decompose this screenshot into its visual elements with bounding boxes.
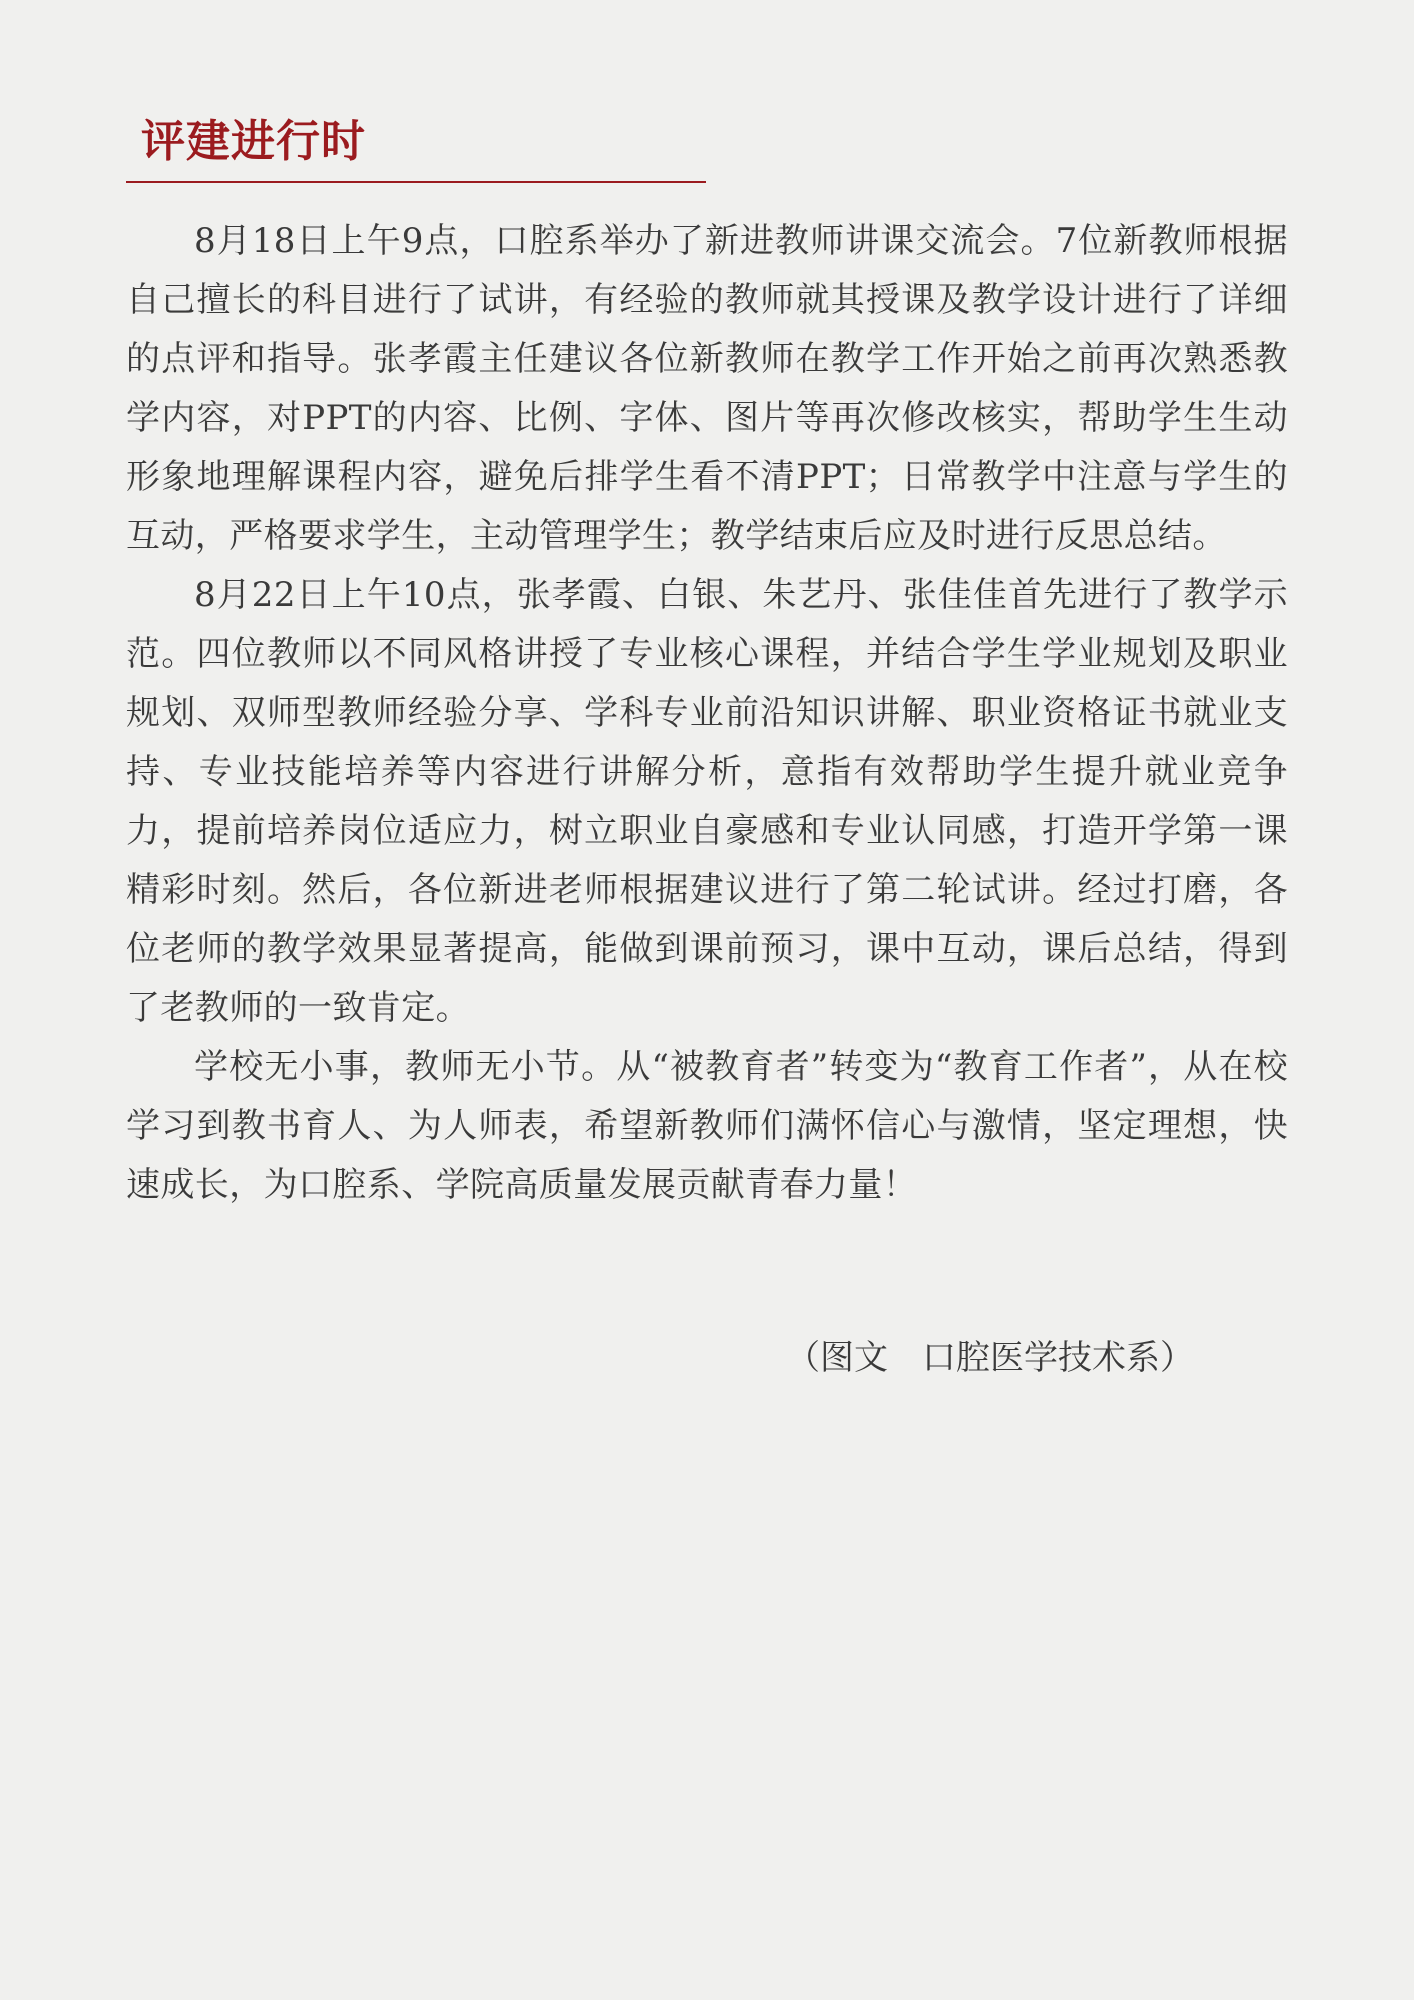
title-underline — [126, 181, 706, 183]
paragraph-2: 8月22日上午10点，张孝霞、白银、朱艺丹、张佳佳首先进行了教学示范。四位教师以不同风格讲授了专业核心课程，并结合学生学业规划及职业规划、双师型教师经验分享、学科专业前沿知识讲解、职业资格证书就业支持、专业技能培养等内容进行讲解分析，意指有效帮助学生提升就业竞争力，提前培养岗位适应力，树立职业自豪感和专业认同感，打造开学第一课精彩时刻。然后，各位新进老师根据建议进行了第二轮试讲。经过打磨，各位老师的教学效果显著提高，能做到课前预习，课中互动，课后总结，得到了老教师的一致肯定。 — [126, 575, 1288, 1028]
section-header — [126, 112, 706, 186]
paragraph-1: 8月18日上午9点，口腔系举办了新进教师讲课交流会。7位新教师根据自己擅长的科目进行了试讲，有经验的教师就其授课及教学设计进行了详细的点评和指导。张孝霞主任建议各位新教师在教学工作开始之前再次熟悉教学内容，对PPT的内容、比例、字体、图片等再次修改核实，帮助学生生动形象地理解课程内容，避免后排学生看不清PPT；日常教学中注意与学生的互动，严格要求学生，主动管理学生；教学结束后应及时进行反思总结。 — [126, 221, 1288, 556]
byline: （图文 口腔医学技术系） — [786, 1338, 1194, 1378]
paragraph-3: 学校无小事，教师无小节。从“被教育者”转变为“教育工作者”，从在校学习到教书育人、为人师表，希望新教师们满怀信心与激情，坚定理想，快速成长，为口腔系、学院高质量发展贡献青春力量！ — [126, 1047, 1288, 1205]
section-title: 评建进行时 — [141, 116, 366, 167]
article-body — [126, 212, 1288, 1215]
